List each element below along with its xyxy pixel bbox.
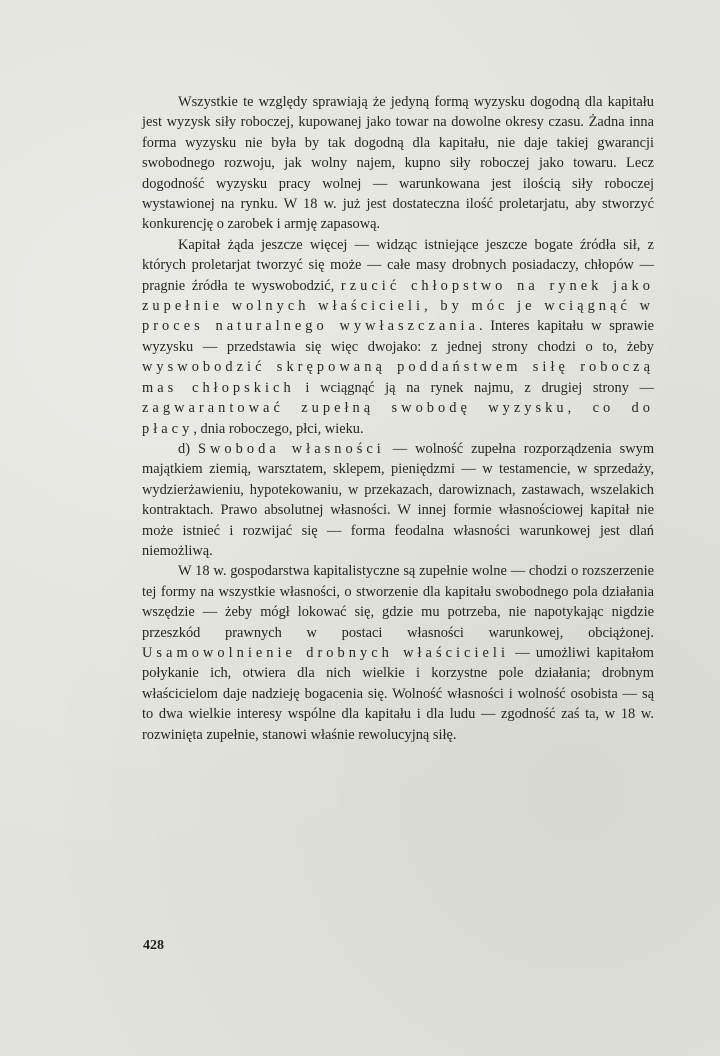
paragraph-1 xyxy=(142,92,654,235)
text-segment: Kapitał żąda jeszcze więcej — widząc istniejące jeszcze bogate źródła sił, z których proletarjat tworzyć się może — całe masy drobnych posiadaczy, chłopów — pragnie źródła te wyswobodzić, xyxy=(142,236,654,294)
spaced-emphasis: zagwarantować zupełną swobodę wyzysku, co do płacy xyxy=(142,400,654,437)
paragraph-4 xyxy=(142,561,654,745)
text-segment: d) xyxy=(178,440,198,457)
text-segment: — wolność zupełna rozporządzenia swym majątkiem ziemią, warsztatem, sklepem, pieniędzmi — w testamencie, w sprzedaży, wydzierżawieniu, hypotekowaniu, w przekazach, darowiznach, zastawach, wszelakich kontraktach. Prawo absolutnej własności. W innej formie własnościowej kapitał nie może istnieć i rozwijać się — forma feodalna własności warunkowej jest dlań niemożliwą. xyxy=(142,440,655,559)
body-text xyxy=(142,92,654,745)
text-segment: W 18 w. gospodarstwa kapitalistyczne są zupełnie wolne — chodzi o rozszerzenie tej formy na wszystkie własności, o stworzenie dla kapitału swobodnego pola działania wszędzie — żeby mógł lokować się, gdzie mu potrzeba, nie napotykając nigdzie przeszkód prawnych w postaci własności warunkowej, obciążonej. xyxy=(142,563,654,641)
text-segment: — umożliwi kapitałom połykanie ich, otwiera dla nich wielkie i korzystne pole działania; drobnym właścicielom daje nadzieję bogacenia się. Wolność własności i wolność osobista — są to dwa wielkie interesy wspólne dla kapitału i dla ludu — zgodność zaś ta, w 18 w. rozwinięta zupełnie, stanowi właśnie rewolucyjną siłę. xyxy=(142,644,655,743)
text-segment: , dnia roboczego, płci, wieku. xyxy=(193,420,364,437)
paragraph-3 xyxy=(142,439,654,561)
text-segment: Wszystkie te względy sprawiają że jedyną formą wyzysku dogodną dla kapitału jest wyzysk siły roboczej, kupowanej jako towar na dowolne okresy czasu. Żadna inna forma wyzysku nie była by tak dogodną dla kapitału, nie daje takiej gwarancji swobodnego rozwoju, jak wolny najem, kupno siły roboczej jako towaru. Lecz dogodność wyzysku pracy wolnej — warunkowana jest ilością siły roboczej wystawionej na rynku. W 18 w. już jest dostateczna ilość proletarjatu, aby stworzyć konkurencję o zarobek i armję zapasową. xyxy=(142,94,654,233)
spaced-emphasis: rzucić chłopstwo na rynek jako zupełnie wolnych właścicieli, by móc je wciągnąć w proces naturalnego wywłaszczania xyxy=(142,277,654,335)
spaced-emphasis: Usamowolnienie drobnych właścicieli xyxy=(142,644,509,661)
page-number: 428 xyxy=(143,938,164,953)
spaced-emphasis: Swoboda własności xyxy=(197,440,385,457)
spaced-emphasis: wyswobodzić skrępowaną poddaństwem siłę roboczą mas chłopskich xyxy=(142,359,654,396)
paragraph-2 xyxy=(142,235,654,439)
text-segment: i wciągnąć ją na rynek najmu, z drugiej strony — xyxy=(294,379,655,396)
text-segment: . Interes kapitału w sprawie wyzysku — przedstawia się więc dwojako: z jednej strony chodzi o to, żeby xyxy=(142,318,654,355)
